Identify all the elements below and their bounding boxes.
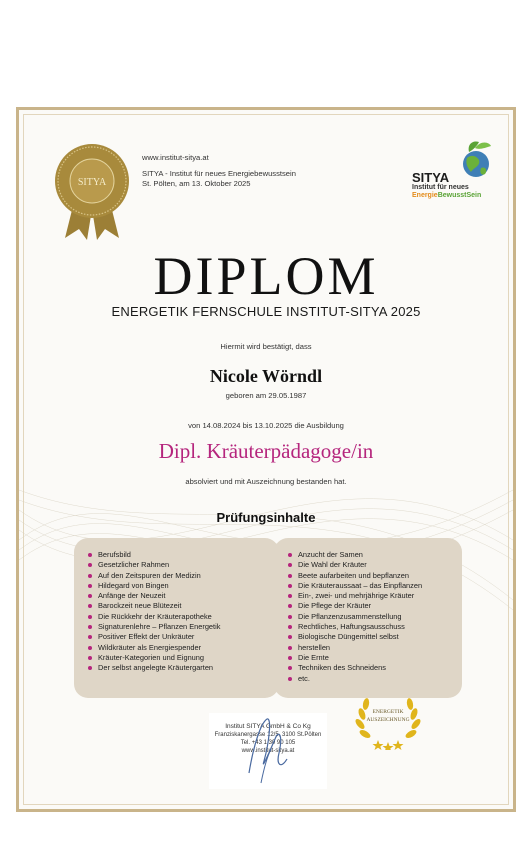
exam-topics-left-list	[74, 538, 279, 674]
logo-tagline-energie: Energie	[412, 192, 438, 199]
exam-topic: Techniken des Schneidens	[298, 663, 462, 673]
gold-seal	[53, 143, 131, 241]
website-text: www.institut-sitya.at	[142, 153, 209, 162]
exam-topic: Kräuter-Kategorien und Eignung	[98, 653, 279, 663]
exam-topics-left	[74, 538, 279, 698]
exam-topic: Die Rückkehr der Kräuterapotheke	[98, 612, 279, 622]
exam-topic: Berufsbild	[98, 550, 279, 560]
exam-topic: etc.	[298, 674, 462, 684]
place-date-text: St. Pölten, am 13. Oktober 2025	[142, 179, 251, 188]
diploma-title: DIPLOM	[153, 246, 379, 306]
exam-topic: Die Kräuteraussaat – das Einpflanzen	[298, 581, 462, 591]
stamp-web: www.institut-sitya.at	[241, 748, 295, 754]
exam-topic: Wildkräuter als Energiespender	[98, 643, 279, 653]
exam-topic: Anzucht der Samen	[298, 550, 462, 560]
institute-text: SITYA - Institut für neues Energiebewusstsein	[142, 169, 296, 178]
exam-topic: Beete aufarbeiten und bepflanzen	[298, 571, 462, 581]
exam-topic: Die Ernte	[298, 653, 462, 663]
exam-topics-right	[274, 538, 462, 698]
exam-topic: Ein-, zwei- und mehrjährige Kräuter	[298, 591, 462, 601]
badge-line1: ENERGETIK	[372, 709, 404, 715]
header-info	[142, 153, 296, 189]
energetik-award-badge	[352, 684, 424, 750]
diploma-subtitle: ENERGETIK FERNSCHULE INSTITUT-SITYA 2025	[111, 304, 421, 319]
passed-text: absolviert und mit Auszeichnung bestanden hat.	[185, 477, 347, 486]
exam-topic: Rechtliches, Haftungsausschuss	[298, 622, 462, 632]
exam-topic: Die Pflanzenzusammenstellung	[298, 612, 462, 622]
badge-line2: AUSZEICHNUNG	[366, 717, 410, 723]
stamp-phone: Tel. +43 1 30 90 105	[240, 740, 296, 746]
training-period-text: von 14.08.2024 bis 13.10.2025 die Ausbildung	[188, 421, 344, 430]
degree-title: Dipl. Kräuterpädagoge/in	[158, 439, 374, 463]
logo-tagline-bewusstsein: BewusstSein	[437, 192, 482, 199]
exam-topic: Hildegard von Bingen	[98, 581, 279, 591]
exam-topic-continued: herstellen	[298, 643, 462, 653]
stamp-address: Franziskanergasse 12/5, 3100 St.Pölten	[214, 732, 322, 738]
exam-topics-right-list	[274, 538, 462, 684]
exam-content-heading: Prüfungsinhalte	[216, 510, 316, 525]
exam-topic: Die Wahl der Kräuter	[298, 560, 462, 570]
birth-date-text: geboren am 29.05.1987	[225, 391, 307, 400]
exam-topic: Gesetzlicher Rahmen	[98, 560, 279, 570]
exam-topic: Auf den Zeitspuren der Medizin	[98, 571, 279, 581]
diploma-certificate	[16, 107, 516, 812]
logo-name: SITYA	[412, 170, 450, 185]
exam-topic: Biologische Düngemittel selbst	[298, 632, 462, 642]
logo-subtitle: Institut für neues	[412, 184, 469, 191]
exam-topic: Positiver Effekt der Unkräuter	[98, 632, 279, 642]
handwritten-signature	[209, 713, 327, 789]
exam-topic: Die Pflege der Kräuter	[298, 601, 462, 611]
seal-label: SITYA	[77, 177, 107, 188]
recipient-name: Nicole Wörndl	[209, 366, 323, 386]
exam-topic: Signaturenlehre – Pflanzen Energetik	[98, 622, 279, 632]
exam-topic: Barockzeit neue Blütezeit	[98, 601, 279, 611]
exam-topic: Anfänge der Neuzeit	[98, 591, 279, 601]
company-stamp	[209, 713, 327, 789]
confirmation-text: Hiermit wird bestätigt, dass	[220, 342, 312, 351]
logo-tagline	[412, 192, 481, 199]
stamp-company: Institut SITYA GmbH & Co Kg	[225, 723, 311, 730]
exam-topic: Der selbst angelegte Kräutergarten	[98, 663, 279, 673]
